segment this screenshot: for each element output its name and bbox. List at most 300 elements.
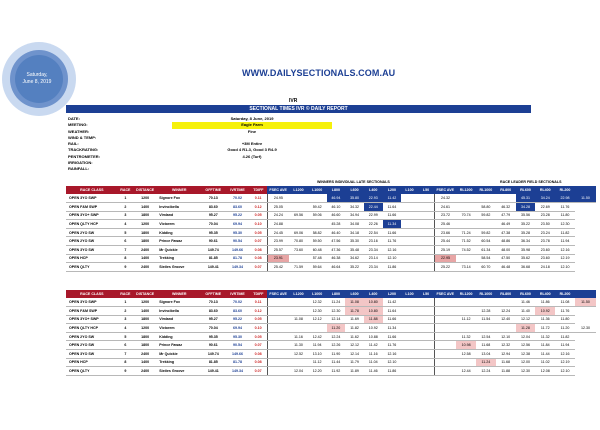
table-cell: 11.20 bbox=[327, 324, 346, 333]
column-header[interactable]: RL600 bbox=[516, 290, 536, 298]
table-cell: 11.76 bbox=[555, 203, 575, 212]
table-cell: 58.54 bbox=[476, 254, 496, 263]
table-cell: 34.24 bbox=[535, 194, 555, 203]
table-cell: 46.38 bbox=[327, 254, 346, 263]
table-cell: 12.24 bbox=[496, 307, 516, 316]
table-cell bbox=[418, 194, 434, 203]
table-cell: 11.42 bbox=[364, 341, 383, 350]
table-header-row bbox=[66, 186, 596, 194]
table-cell: 11.62 bbox=[345, 332, 364, 341]
table-cell: 11.64 bbox=[383, 307, 402, 316]
table-cell bbox=[496, 194, 516, 203]
table-cell: 60.70 bbox=[476, 263, 496, 272]
column-header[interactable]: L1000 bbox=[308, 290, 327, 298]
table-cell: 8 bbox=[118, 358, 133, 367]
table-cell bbox=[476, 220, 496, 229]
column-header[interactable]: L200 bbox=[383, 186, 402, 194]
table-cell: 70.04 bbox=[201, 220, 225, 229]
table-cell bbox=[418, 211, 434, 220]
table-cell: 11.86 bbox=[383, 367, 402, 376]
table-cell bbox=[308, 194, 327, 203]
table-cell bbox=[401, 367, 417, 376]
table-cell: 46.94 bbox=[327, 194, 346, 203]
table-cell bbox=[418, 228, 434, 237]
winner-cell: Sixties Groove bbox=[157, 367, 201, 376]
table-cell: 70.02 bbox=[225, 194, 249, 203]
table-cell bbox=[267, 367, 289, 376]
column-header[interactable]: RL200 bbox=[555, 186, 575, 194]
table-cell: 11.78 bbox=[345, 307, 364, 316]
column-header[interactable]: RL600 bbox=[516, 186, 536, 194]
column-header[interactable]: L800 bbox=[327, 290, 346, 298]
table-cell: 1200 bbox=[133, 194, 157, 203]
meta-value: Fine bbox=[247, 128, 257, 134]
table-cell: 35.56 bbox=[516, 211, 536, 220]
table-cell bbox=[289, 254, 308, 263]
meta-label: MEETING: bbox=[68, 122, 88, 128]
table-cell: 12.20 bbox=[308, 367, 327, 376]
table-cell: 11.88 bbox=[496, 367, 516, 376]
table-cell bbox=[267, 324, 289, 333]
table-cell bbox=[401, 298, 417, 307]
table-cell bbox=[401, 263, 417, 272]
table-cell bbox=[456, 254, 476, 263]
table-cell: 1 bbox=[118, 194, 133, 203]
table-cell bbox=[434, 332, 456, 341]
table-cell: 59.82 bbox=[476, 228, 496, 237]
table-cell: 34.62 bbox=[345, 254, 364, 263]
table-cell: 24.95 bbox=[267, 194, 289, 203]
table-cell: 46.40 bbox=[327, 228, 346, 237]
table-cell: 47.50 bbox=[496, 254, 516, 263]
table-cell: 34.08 bbox=[345, 220, 364, 229]
column-header[interactable]: RL1000 bbox=[476, 186, 496, 194]
column-header[interactable]: L200 bbox=[383, 290, 402, 298]
race-class-cell: OPEN 2YO SW bbox=[66, 332, 118, 341]
table-cell: 24.88 bbox=[267, 220, 289, 229]
table-cell bbox=[308, 220, 327, 229]
table-cell: 11.79 bbox=[345, 358, 364, 367]
table-cell: 71.52 bbox=[456, 237, 476, 246]
race-class-cell: OPEN QLTY bbox=[66, 263, 118, 272]
table-cell: 57.48 bbox=[308, 254, 327, 263]
table-cell: 34.94 bbox=[345, 211, 364, 220]
table-cell: 11.80 bbox=[555, 211, 575, 220]
table-cell: 47.38 bbox=[496, 228, 516, 237]
winner-cell: Signore Fox bbox=[157, 194, 201, 203]
table-cell: 12.12 bbox=[308, 315, 327, 324]
table-cell: 59.42 bbox=[308, 203, 327, 212]
column-header[interactable]: RACE bbox=[118, 290, 133, 298]
table-cell: 11.54 bbox=[476, 315, 496, 324]
table-cell: 12.58 bbox=[456, 350, 476, 359]
table-cell: 34.32 bbox=[345, 203, 364, 212]
table-cell: 81.85 bbox=[201, 358, 225, 367]
table-cell bbox=[401, 237, 417, 246]
table-cell: 0.10 bbox=[250, 220, 268, 229]
table-cell: 11.68 bbox=[496, 358, 516, 367]
winner-cell: Trekking bbox=[157, 254, 201, 263]
table-cell bbox=[434, 341, 456, 350]
table-cell bbox=[418, 237, 434, 246]
table-cell: 12.94 bbox=[496, 350, 516, 359]
column-header[interactable]: L400 bbox=[364, 186, 383, 194]
table-cell: 13.04 bbox=[476, 350, 496, 359]
table-cell: 70.74 bbox=[456, 211, 476, 220]
race-class-cell: OPEN 3YO SW bbox=[66, 350, 118, 359]
table-cell: 10.88 bbox=[364, 332, 383, 341]
column-header[interactable]: L1000 bbox=[308, 186, 327, 194]
table-cell: 149.66 bbox=[225, 246, 249, 255]
table-cell: 6 bbox=[118, 237, 133, 246]
table-cell: 70.80 bbox=[289, 237, 308, 246]
table-cell bbox=[456, 203, 476, 212]
table-cell: 12.16 bbox=[555, 246, 575, 255]
table-cell bbox=[476, 298, 496, 307]
table-cell bbox=[401, 358, 417, 367]
table-cell: 3 bbox=[118, 315, 133, 324]
column-header[interactable]: DISTANCE bbox=[133, 290, 157, 298]
column-header[interactable]: RL1200 bbox=[456, 290, 476, 298]
table-cell: 11.24 bbox=[476, 358, 496, 367]
table-cell bbox=[418, 332, 434, 341]
column-header[interactable]: L1200 bbox=[289, 290, 308, 298]
table-cell: 23.16 bbox=[364, 237, 383, 246]
table-cell bbox=[456, 307, 476, 316]
table-cell: 47.36 bbox=[327, 246, 346, 255]
column-header[interactable]: RL1000 bbox=[476, 290, 496, 298]
table-cell bbox=[401, 203, 417, 212]
column-header[interactable]: WINNER bbox=[157, 186, 201, 194]
winner-cell: Invincibella bbox=[157, 203, 201, 212]
table-cell: 11.86 bbox=[535, 298, 555, 307]
table-cell: 149.66 bbox=[225, 350, 249, 359]
table-cell: 59.82 bbox=[476, 211, 496, 220]
table-cell: 36.34 bbox=[516, 237, 536, 246]
table-cell: 11.32 bbox=[456, 332, 476, 341]
table-cell: 12.30 bbox=[516, 367, 536, 376]
column-header[interactable]: L600 bbox=[345, 186, 364, 194]
table-cell: 23.78 bbox=[535, 237, 555, 246]
column-header[interactable]: FSEC AVE bbox=[434, 290, 456, 298]
table-cell: 12.40 bbox=[496, 315, 516, 324]
table-cell: 11.08 bbox=[555, 298, 575, 307]
table-cell: 12.12 bbox=[516, 315, 536, 324]
site-title[interactable]: WWW.DAILYSECTIONALS.COM.AU bbox=[242, 68, 396, 78]
table-cell: 11.80 bbox=[555, 315, 575, 324]
column-header[interactable]: L50 bbox=[418, 186, 434, 194]
table-cell bbox=[434, 307, 456, 316]
winner-cell: Prince Fawaz bbox=[157, 341, 201, 350]
meta-value: 4.26 (Turf) bbox=[242, 153, 262, 159]
table-cell: 12.44 bbox=[456, 367, 476, 376]
column-header[interactable] bbox=[575, 186, 596, 194]
table-cell: 0.08 bbox=[250, 358, 268, 367]
table-cell: 22.93 bbox=[364, 194, 383, 203]
table-cell bbox=[401, 341, 417, 350]
table-cell: 11.12 bbox=[456, 315, 476, 324]
table-cell: 11.84 bbox=[535, 341, 555, 350]
table-cell: 35.98 bbox=[516, 246, 536, 255]
column-header[interactable]: RL800 bbox=[496, 290, 516, 298]
table-cell: 12.19 bbox=[555, 358, 575, 367]
table-cell: 11.50 bbox=[575, 298, 596, 307]
table-cell: 12.56 bbox=[516, 341, 536, 350]
winner-cell: Trekking bbox=[157, 358, 201, 367]
table-cell: 83.60 bbox=[225, 307, 249, 316]
column-header[interactable]: L1200 bbox=[289, 186, 308, 194]
table-cell: 11.12 bbox=[308, 358, 327, 367]
table-cell bbox=[418, 315, 434, 324]
table-cell: 95.30 bbox=[225, 228, 249, 237]
table-cell bbox=[434, 367, 456, 376]
table-cell: 1200 bbox=[133, 298, 157, 307]
column-header[interactable]: OFFTIME bbox=[201, 186, 225, 194]
table-cell: 46.64 bbox=[327, 263, 346, 272]
table-cell: 11.69 bbox=[345, 315, 364, 324]
table-cell: 35.30 bbox=[345, 237, 364, 246]
table-cell: 11.88 bbox=[364, 315, 383, 324]
race-class-cell: OPEN 2YO SW bbox=[66, 237, 118, 246]
table-cell: 69.06 bbox=[289, 228, 308, 237]
table-cell: 2400 bbox=[133, 263, 157, 272]
table-cell: 11.82 bbox=[555, 332, 575, 341]
race-class-cell: OPEN 3YO+ SWP bbox=[66, 211, 118, 220]
column-header[interactable]: L50 bbox=[418, 290, 434, 298]
column-header[interactable]: L400 bbox=[364, 290, 383, 298]
meta-value: Good 4 R1-3, Good 3 R4-9 bbox=[227, 147, 277, 153]
column-header[interactable]: IVRTIME bbox=[225, 186, 249, 194]
column-header[interactable]: RL400 bbox=[535, 290, 555, 298]
table-cell: 0.07 bbox=[250, 263, 268, 272]
table-row bbox=[66, 254, 596, 263]
table-cell: 12.24 bbox=[476, 367, 496, 376]
table-cell: 24.32 bbox=[434, 194, 456, 203]
table-cell: 48.00 bbox=[496, 246, 516, 255]
column-header[interactable]: RACE CLASS bbox=[66, 186, 118, 194]
column-header[interactable]: WINNER bbox=[157, 290, 201, 298]
column-header[interactable]: TDIFF bbox=[250, 290, 268, 298]
table-cell: 95.27 bbox=[201, 315, 225, 324]
table-cell: 35.28 bbox=[516, 228, 536, 237]
table-cell: 11.89 bbox=[345, 367, 364, 376]
table-cell: 58.82 bbox=[308, 228, 327, 237]
table-cell: 6 bbox=[118, 341, 133, 350]
table-cell: 25.05 bbox=[267, 203, 289, 212]
table-cell: 12.38 bbox=[516, 350, 536, 359]
column-header[interactable]: FSEC AVE bbox=[267, 290, 289, 298]
table-cell: 59.64 bbox=[308, 263, 327, 272]
table-cell: 0.08 bbox=[250, 246, 268, 255]
table-cell bbox=[418, 263, 434, 272]
table-header-row bbox=[66, 290, 596, 298]
table-cell: 12.14 bbox=[345, 350, 364, 359]
table-cell: 0.05 bbox=[250, 228, 268, 237]
winner-cell: Sixties Groove bbox=[157, 263, 201, 272]
table-cell: 2400 bbox=[133, 367, 157, 376]
table-cell bbox=[434, 350, 456, 359]
table-cell bbox=[456, 194, 476, 203]
table-cell: 11.64 bbox=[383, 203, 402, 212]
table-cell bbox=[267, 332, 289, 341]
table-cell: 11.42 bbox=[383, 194, 402, 203]
column-header[interactable]: L600 bbox=[345, 290, 364, 298]
table-cell: 149.41 bbox=[201, 263, 225, 272]
table-cell bbox=[418, 246, 434, 255]
table-cell: 22.69 bbox=[535, 203, 555, 212]
table-cell bbox=[267, 341, 289, 350]
table-cell: 10.92 bbox=[535, 307, 555, 316]
table-cell: 10.80 bbox=[364, 298, 383, 307]
table-row bbox=[66, 341, 596, 350]
table-cell: 48.86 bbox=[496, 237, 516, 246]
column-header[interactable] bbox=[575, 290, 596, 298]
table-cell: 46.49 bbox=[496, 220, 516, 229]
table-cell: 8 bbox=[118, 254, 133, 263]
table-cell: 149.34 bbox=[225, 263, 249, 272]
winner-cell: Mr Quickie bbox=[157, 246, 201, 255]
race-class-cell: OPEN HCP bbox=[66, 254, 118, 263]
column-header[interactable]: RACE CLASS bbox=[66, 290, 118, 298]
table-cell bbox=[476, 324, 496, 333]
table-cell bbox=[456, 298, 476, 307]
table-cell: 149.74 bbox=[201, 246, 225, 255]
table-cell: 12.24 bbox=[327, 332, 346, 341]
table-cell: 0.12 bbox=[250, 307, 268, 316]
table-cell: 23.99 bbox=[267, 237, 289, 246]
column-header[interactable]: FSEC AVE bbox=[434, 186, 456, 194]
date-badge-text bbox=[12, 72, 62, 86]
table-cell bbox=[434, 358, 456, 367]
table-cell: 59.50 bbox=[308, 237, 327, 246]
table-cell: 22.99 bbox=[364, 211, 383, 220]
column-header[interactable]: RL800 bbox=[496, 186, 516, 194]
table-cell: 46.32 bbox=[496, 203, 516, 212]
table-cell: 34.18 bbox=[345, 228, 364, 237]
meta-label: TRACKRATING: bbox=[68, 147, 99, 153]
table-cell bbox=[267, 298, 289, 307]
table-cell: 25.44 bbox=[434, 237, 456, 246]
column-header[interactable]: L800 bbox=[327, 186, 346, 194]
table-cell: 47.79 bbox=[496, 211, 516, 220]
table-cell: 25.19 bbox=[434, 246, 456, 255]
table-cell: 23.60 bbox=[535, 254, 555, 263]
table-cell bbox=[434, 298, 456, 307]
table-cell: 0.11 bbox=[250, 194, 268, 203]
race-class-cell: OPEN F&M SWP bbox=[66, 307, 118, 316]
table-cell: 95.35 bbox=[201, 228, 225, 237]
column-header[interactable]: RL200 bbox=[555, 290, 575, 298]
table-cell: 81.85 bbox=[201, 254, 225, 263]
table-cell: 11.44 bbox=[535, 350, 555, 359]
table-row bbox=[66, 246, 596, 255]
column-header[interactable]: RL1200 bbox=[456, 186, 476, 194]
table-cell: 71.59 bbox=[289, 263, 308, 272]
table-cell bbox=[267, 307, 289, 316]
table-cell: 149.74 bbox=[201, 350, 225, 359]
table-cell: 0.10 bbox=[250, 324, 268, 333]
table-row bbox=[66, 194, 596, 203]
table-cell: 23.66 bbox=[434, 228, 456, 237]
table-cell: 11.28 bbox=[516, 324, 536, 333]
table-cell: 1800 bbox=[133, 228, 157, 237]
table-cell bbox=[289, 298, 308, 307]
table-cell: 12.16 bbox=[383, 350, 402, 359]
column-header[interactable]: RL400 bbox=[535, 186, 555, 194]
column-header[interactable]: DISTANCE bbox=[133, 186, 157, 194]
table-cell bbox=[401, 332, 417, 341]
table-cell: 12.30 bbox=[308, 307, 327, 316]
table-cell: 1400 bbox=[133, 254, 157, 263]
table-cell: 12.08 bbox=[535, 367, 555, 376]
table-cell: 11.94 bbox=[555, 237, 575, 246]
table-cell: 13.10 bbox=[308, 350, 327, 359]
table-cell: 25.22 bbox=[434, 263, 456, 272]
race-class-cell: OPEN QLTY bbox=[66, 367, 118, 376]
race-class-cell: OPEN QLTY HCP bbox=[66, 324, 118, 333]
venue-code: IVR bbox=[289, 98, 298, 104]
winner-cell: Mr Quickie bbox=[157, 350, 201, 359]
table-cell: 11.46 bbox=[364, 367, 383, 376]
table-cell: 95.22 bbox=[225, 315, 249, 324]
table-cell: 2 bbox=[118, 307, 133, 316]
table-cell: 11.68 bbox=[476, 341, 496, 350]
column-header[interactable]: L100 bbox=[401, 186, 417, 194]
column-header[interactable]: L100 bbox=[401, 290, 417, 298]
table-cell: 12.10 bbox=[555, 367, 575, 376]
meta-value: +3M Entire bbox=[241, 141, 263, 147]
table-cell: 1800 bbox=[133, 332, 157, 341]
column-header[interactable]: RACE bbox=[118, 186, 133, 194]
table-cell: 22.54 bbox=[364, 228, 383, 237]
table-cell: 12.32 bbox=[496, 341, 516, 350]
table-cell: 12.52 bbox=[289, 350, 308, 359]
table-cell: 0.07 bbox=[250, 341, 268, 350]
table-cell bbox=[308, 324, 327, 333]
table-cell: 11.66 bbox=[383, 211, 402, 220]
table-cell: 0.08 bbox=[250, 350, 268, 359]
table-row bbox=[66, 228, 596, 237]
race-class-cell: OPEN 3YO SWP bbox=[66, 298, 118, 307]
table-cell bbox=[267, 350, 289, 359]
table-cell: 35.22 bbox=[345, 263, 364, 272]
table-cell: 74.52 bbox=[456, 246, 476, 255]
table-cell: 60.54 bbox=[476, 237, 496, 246]
table-cell: 23.91 bbox=[267, 254, 289, 263]
table-cell bbox=[289, 194, 308, 203]
column-header[interactable]: OFFTIME bbox=[201, 290, 225, 298]
table-cell: 47.56 bbox=[327, 237, 346, 246]
table-cell: 12.10 bbox=[555, 263, 575, 272]
table-cell: 11.50 bbox=[575, 194, 596, 203]
column-header[interactable]: TDIFF bbox=[250, 186, 268, 194]
meta-value: Saturday, 8 June, 2019 bbox=[230, 116, 274, 121]
table-cell: 25.46 bbox=[434, 220, 456, 229]
table-cell: 71.24 bbox=[456, 228, 476, 237]
column-header[interactable]: FSEC AVE bbox=[267, 186, 289, 194]
table-cell: 46.48 bbox=[496, 263, 516, 272]
table-cell: 1800 bbox=[133, 341, 157, 350]
table-cell bbox=[434, 324, 456, 333]
split-sectionals-table bbox=[66, 290, 596, 376]
meta-value: Eagle Farm bbox=[172, 122, 332, 128]
table-row bbox=[66, 350, 596, 359]
table-cell: 3 bbox=[118, 211, 133, 220]
table-cell: 11.82 bbox=[555, 228, 575, 237]
race-class-cell: OPEN 2YO SW bbox=[66, 228, 118, 237]
table-cell: 11.94 bbox=[555, 341, 575, 350]
column-header[interactable]: IVRTIME bbox=[225, 290, 249, 298]
